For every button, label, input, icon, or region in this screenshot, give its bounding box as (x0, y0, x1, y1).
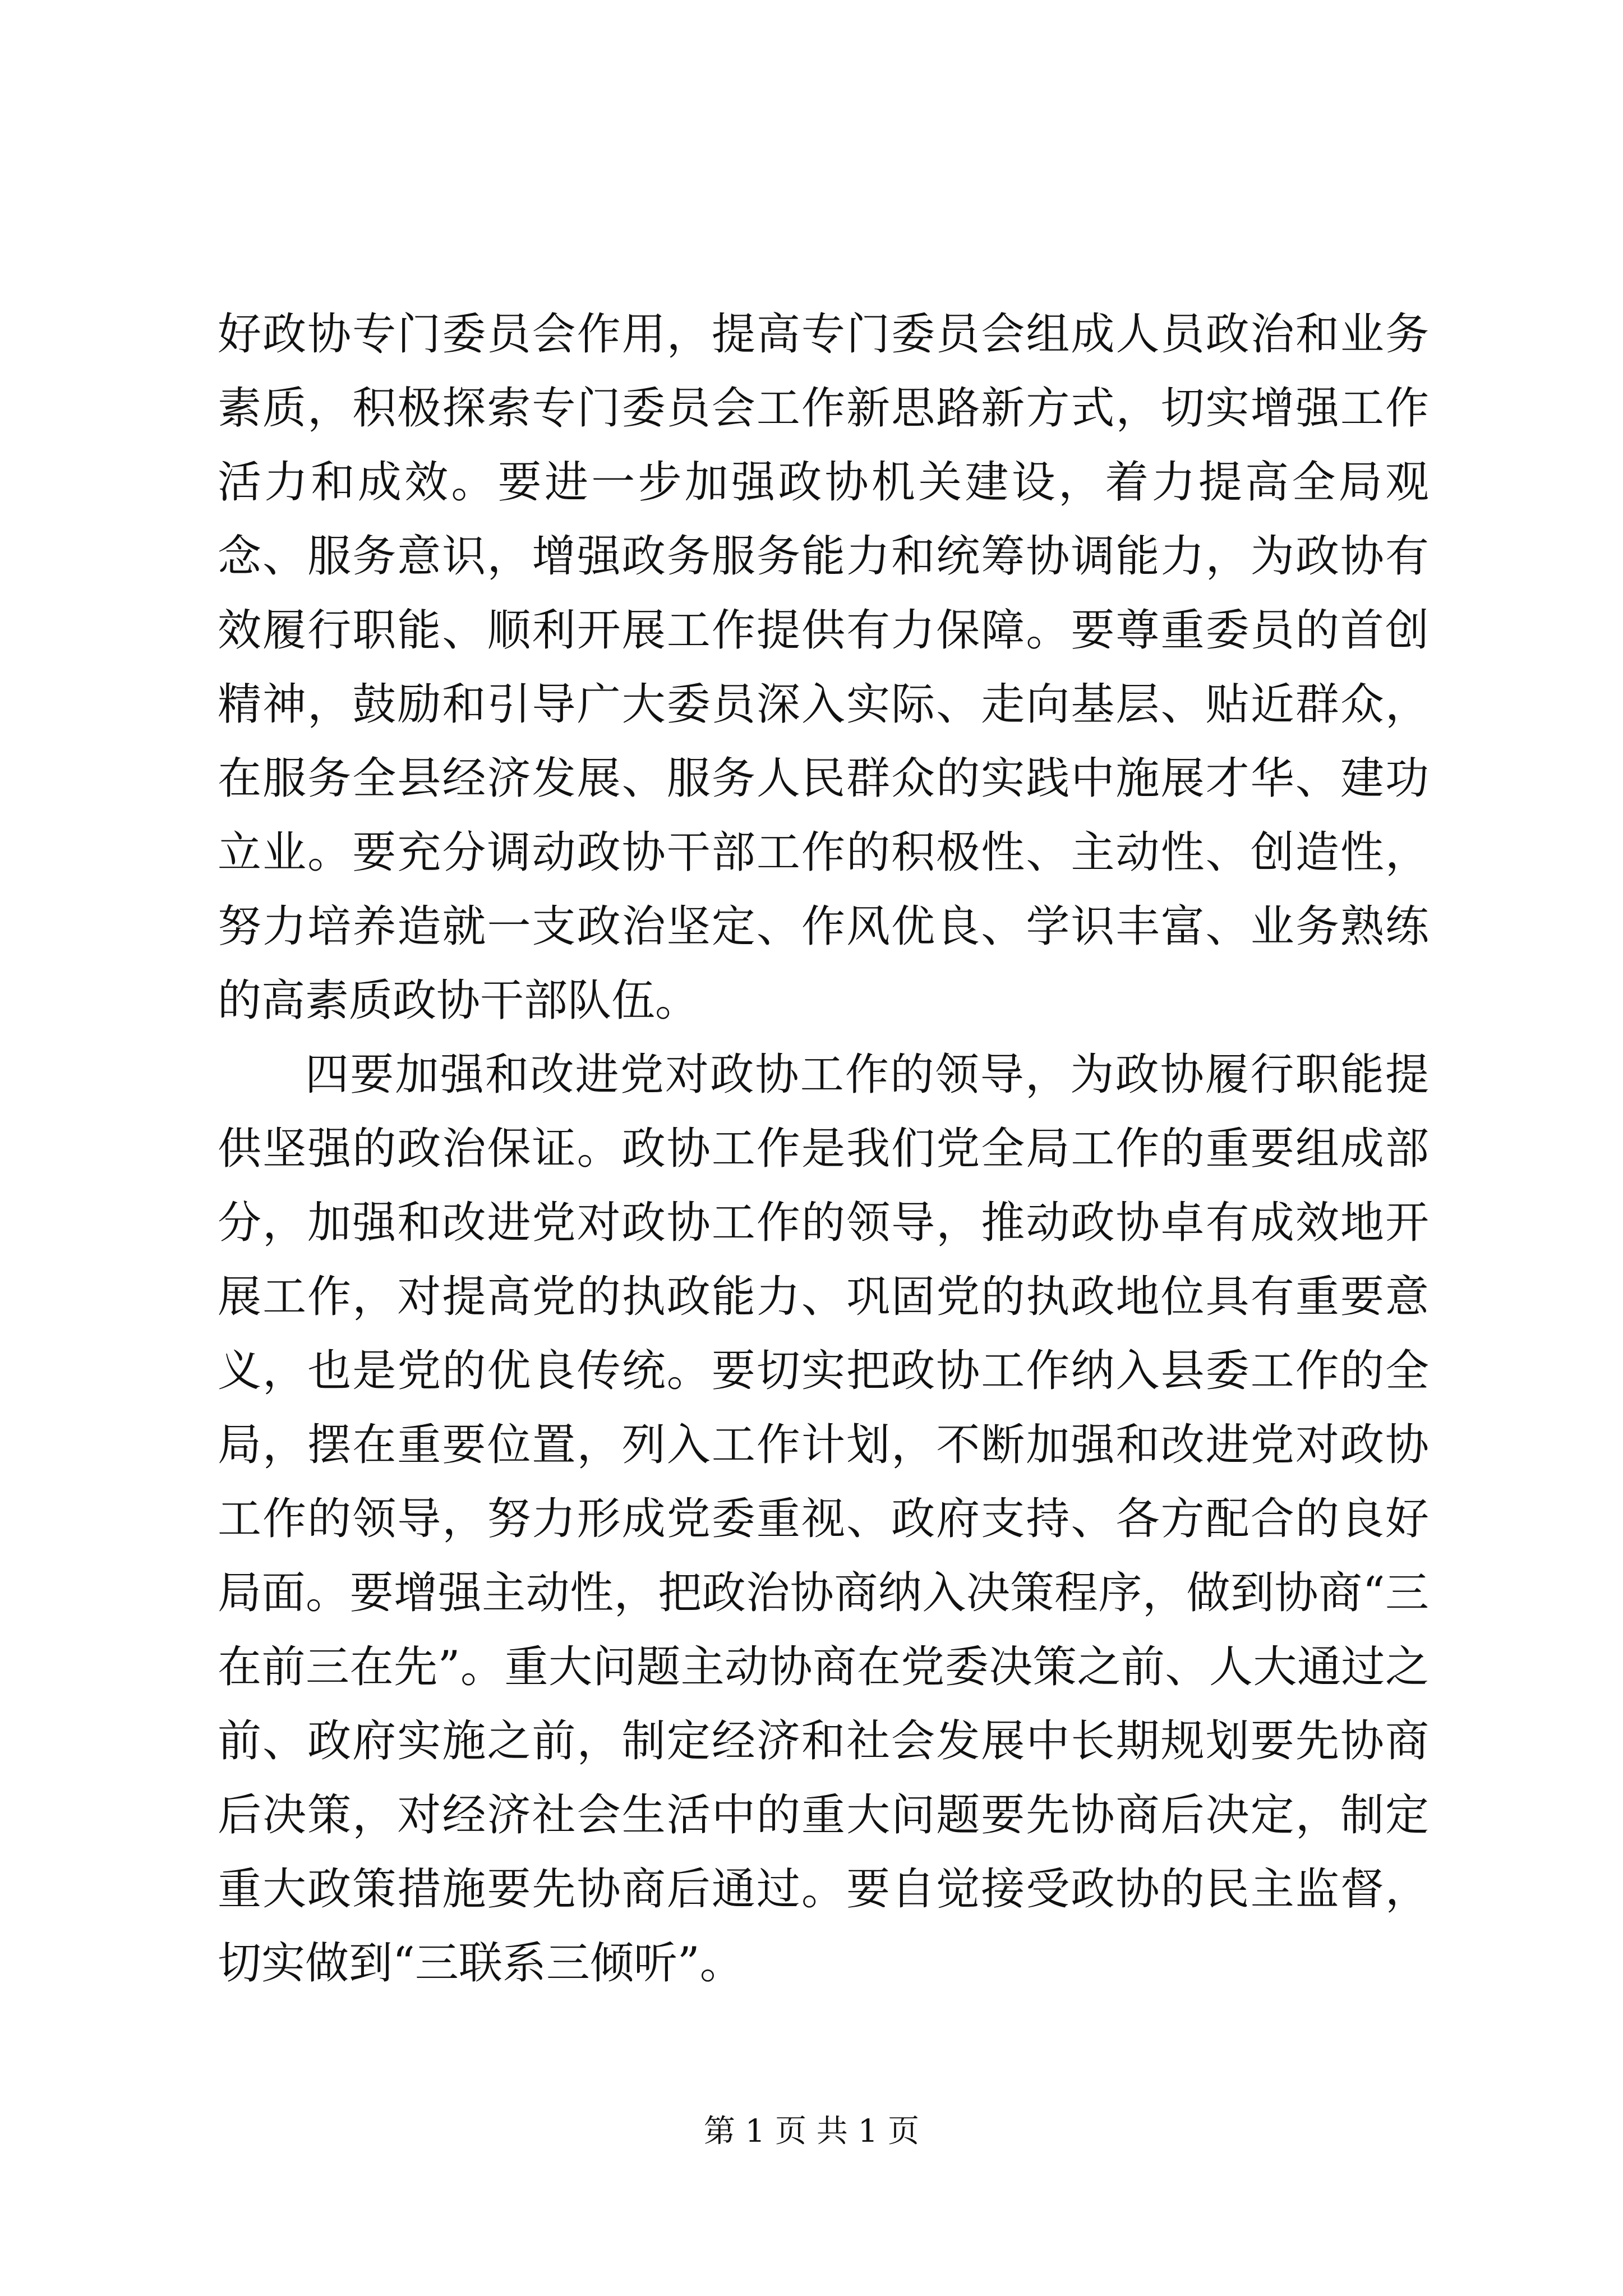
document-body (218, 297, 1429, 2000)
page-number-label: 第 1 页 共 1 页 (703, 2113, 920, 2150)
page-footer (0, 2109, 1623, 2154)
paragraph-1: 好政协专门委员会作用，提高专门委员会组成人员政治和业务素质，积极探索专门委员会工作新思路新方式，切实增强工作活力和成效。要进一步加强政协机关建设，着力提高全局观念、服务意识，增强政务服务能力和统筹协调能力，为政协有效履行职能、顺利开展工作提供有力保障。要尊重委员的首创精神，鼓励和引导广大委员深入实际、走向基层、贴近群众，在服务全县经济发展、服务人民群众的实践中施展才华、建功立业。要充分调动政协干部工作的积极性、主动性、创造性，努力培养造就一支政治坚定、作风优良、学识丰富、业务熟练的高素质政协干部队伍。 (218, 309, 1429, 1026)
paragraph-2: 四要加强和改进党对政协工作的领导，为政协履行职能提供坚强的政治保证。政协工作是我们党全局工作的重要组成部分，加强和改进党对政协工作的领导，推动政协卓有成效地开展工作，对提高党的执政能力、巩固党的执政地位具有重要意义，也是党的优良传统。要切实把政协工作纳入县委工作的全局，摆在重要位置，列入工作计划，不断加强和改进党对政协工作的领导，努力形成党委重视、政府支持、各方配合的良好局面。要增强主动性，把政治协商纳入决策程序，做到协商“三在前三在先”。重大问题主动协商在党委决策之前、人大通过之前、政府实施之前，制定经济和社会发展中长期规划要先协商后决策，对经济社会生活中的重大问题要先协商后决定，制定重大政策措施要先协商后通过。要自觉接受政协的民主监督，切实做到“三联系三倾听”。 (218, 1050, 1429, 1989)
